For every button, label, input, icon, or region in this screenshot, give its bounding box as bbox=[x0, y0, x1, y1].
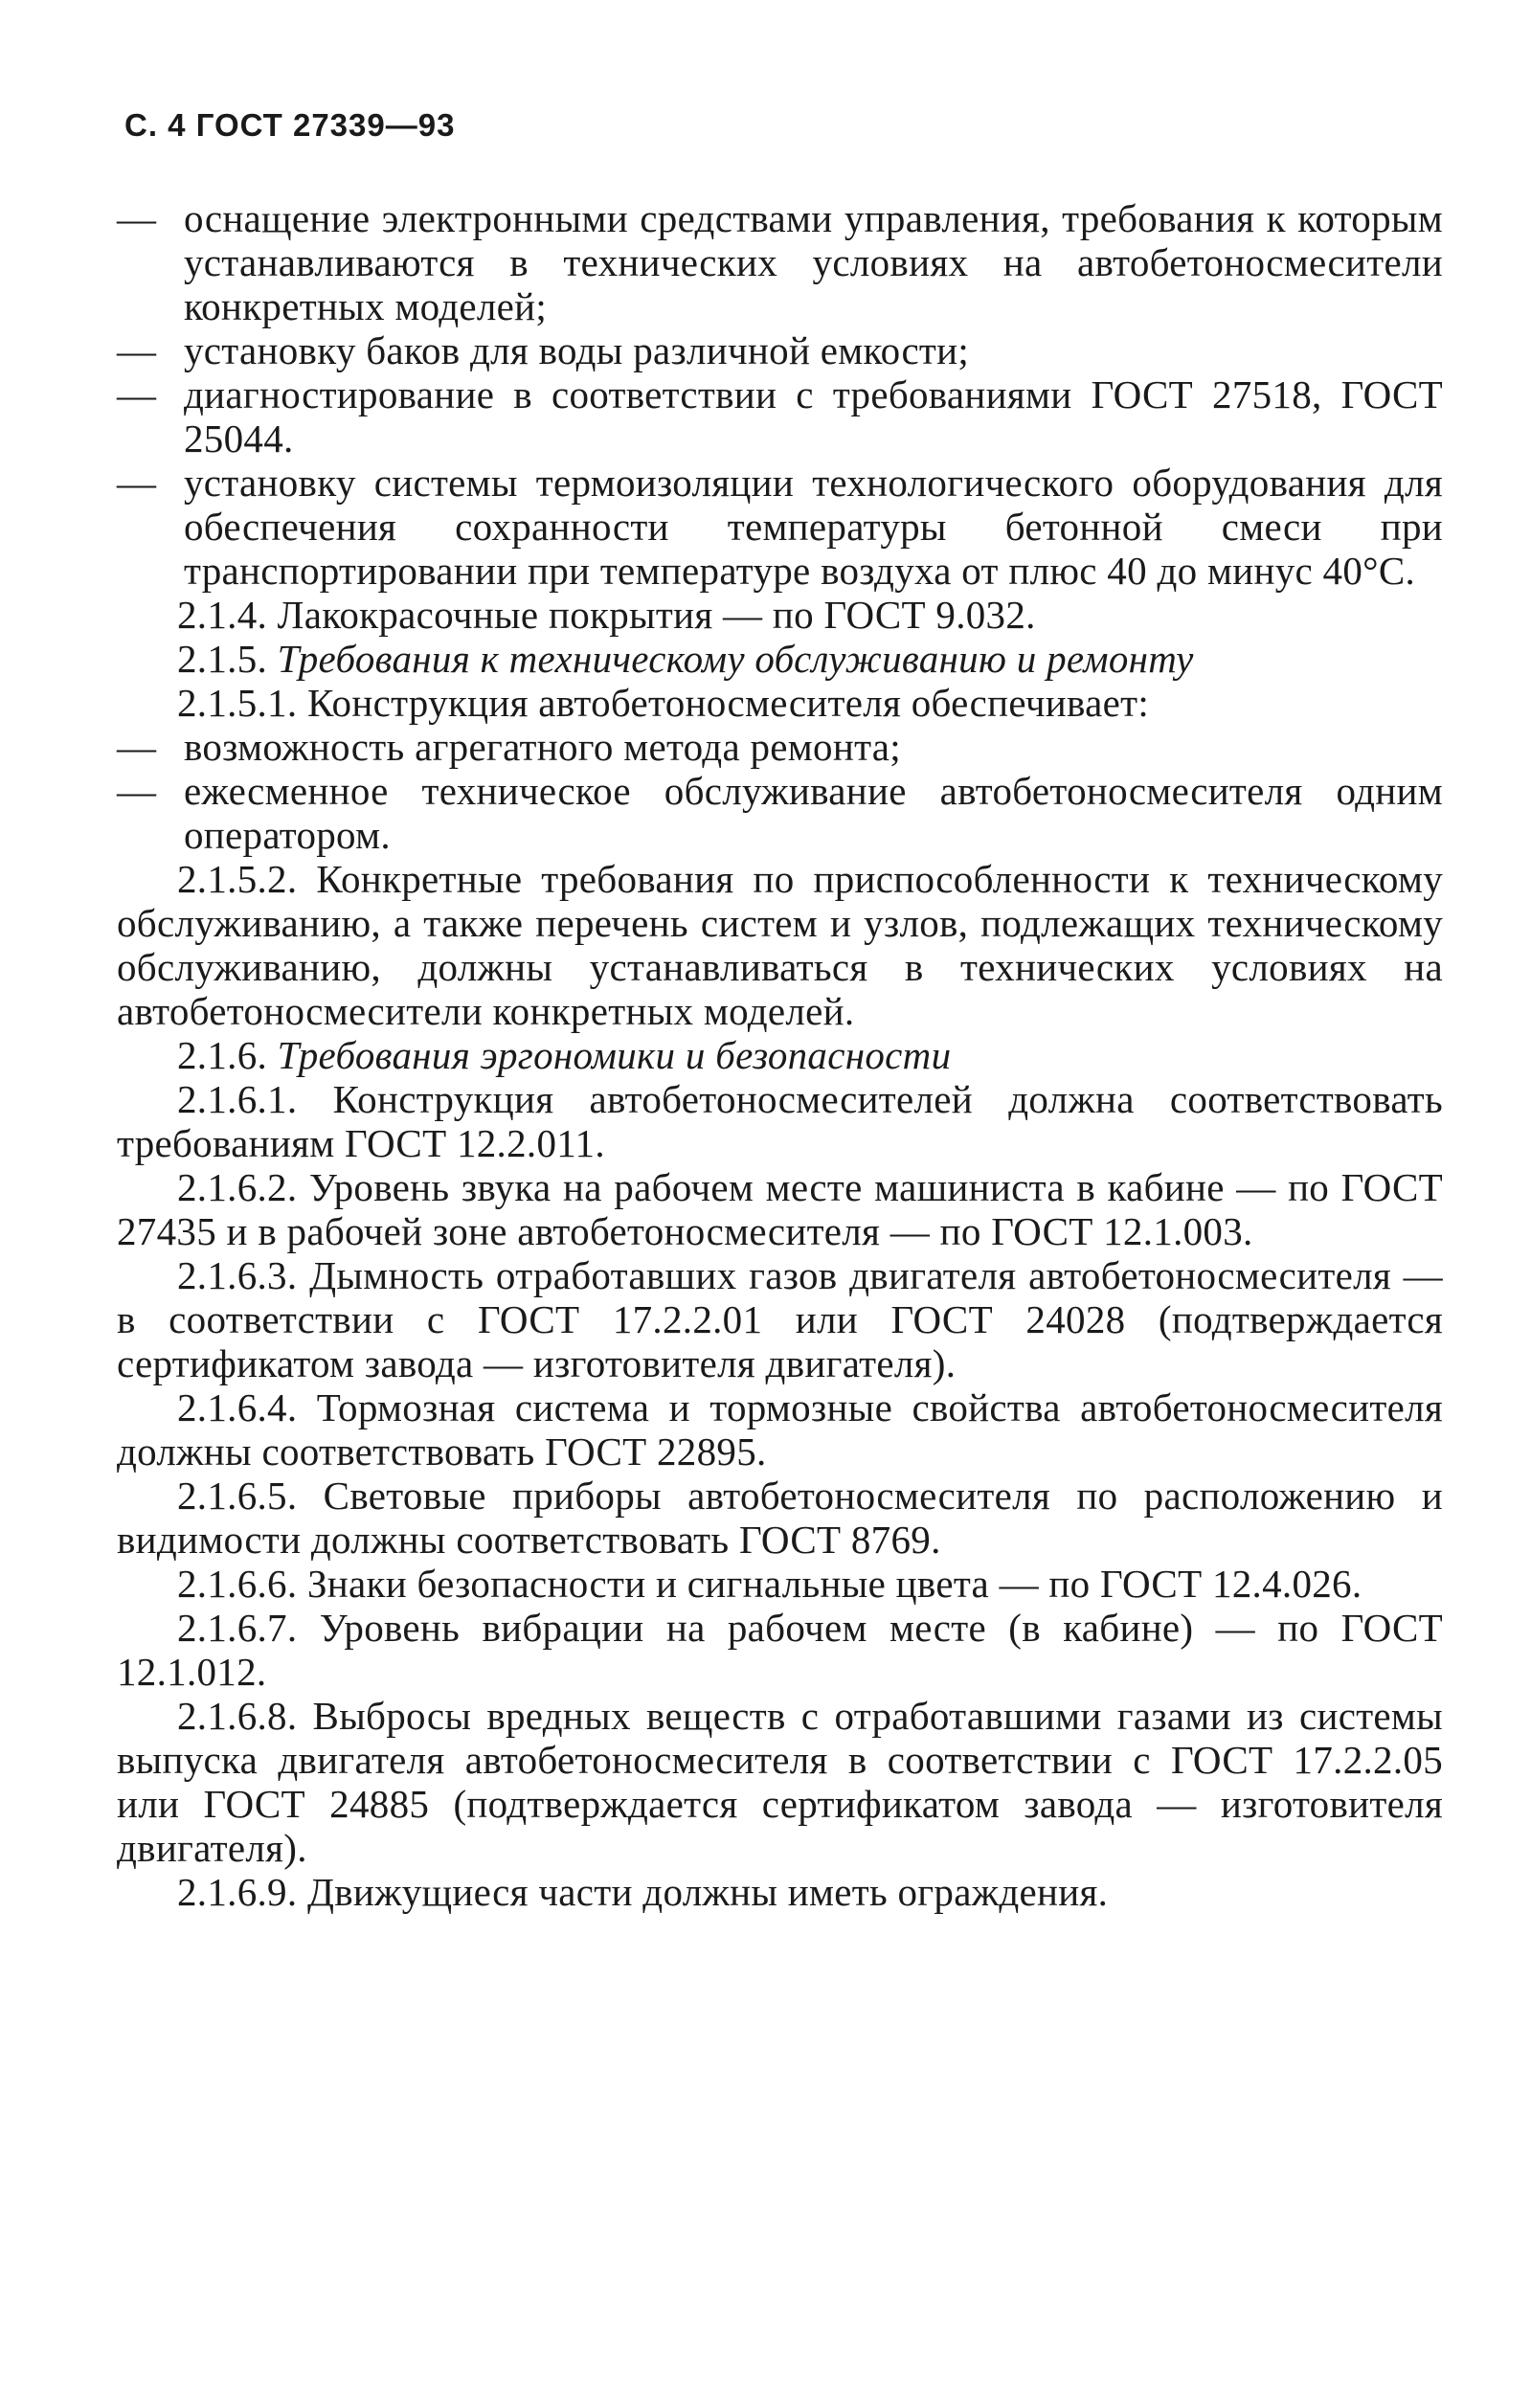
clause-paragraph: 2.1.6.5. Световые приборы автобетоносмесителя по расположению и видимости должны соответствовать ГОСТ 8769. bbox=[117, 1474, 1443, 1562]
clause-paragraph: 2.1.6.9. Движущиеся части должны иметь ограждения. bbox=[177, 1870, 1109, 1914]
clause-paragraph: 2.1.6.8. Выбросы вредных веществ с отработавшими газами из системы выпуска двигателя автобетоносмесителя в соответствии с ГОСТ 17.2.2.05 или ГОСТ 24885 (подтверждается сертификатом завода — изготовителя двигателя). bbox=[117, 1694, 1443, 1870]
page-header: С. 4 ГОСТ 27339—93 bbox=[124, 107, 456, 143]
clause-paragraph: 2.1.6.6. Знаки безопасности и сигнальные цвета — по ГОСТ 12.4.026. bbox=[177, 1562, 1362, 1606]
clause-paragraph: 2.1.5.1. Конструкция автобетоносмесителя обеспечивает: bbox=[177, 681, 1150, 725]
list-item-text: оснащение электронными средствами управления, требования к которым устанавливаются в технических условиях на автобетоносмесители конкретных моделей; bbox=[184, 196, 1443, 328]
list-item bbox=[117, 725, 1443, 769]
section-title: Требования эргономики и безопасности bbox=[277, 1033, 952, 1077]
list-item bbox=[117, 372, 1443, 461]
clause-paragraph: 2.1.6.7. Уровень вибрации на рабочем месте (в кабине) — по ГОСТ 12.1.012. bbox=[117, 1606, 1443, 1694]
clause-paragraph: 2.1.6.2. Уровень звука на рабочем месте машиниста в кабине — по ГОСТ 27435 и в рабочей зоне автобетоносмесителя — по ГОСТ 12.1.003. bbox=[117, 1165, 1443, 1253]
list-item-text: возможность агрегатного метода ремонта; bbox=[184, 725, 901, 769]
clause-paragraph: 2.1.4. Лакокрасочные покрытия — по ГОСТ 9.032. bbox=[177, 593, 1036, 637]
clause-paragraph: 2.1.6.3. Дымность отработавших газов двигателя автобетоносмесителя — в соответствии с ГОСТ 17.2.2.01 или ГОСТ 24028 (подтверждается сертификатом завода — изготовителя двигателя). bbox=[117, 1253, 1443, 1385]
dash-mark: — bbox=[117, 725, 157, 769]
list-item bbox=[117, 461, 1443, 593]
clause-paragraph: 2.1.5.2. Конкретные требования по приспособленности к техническому обслуживанию, а также перечень систем и узлов, подлежащих техническому обслуживанию, должны устанавливаться в технических условиях на автобетоносмесители конкретных моделей. bbox=[117, 857, 1443, 1033]
dash-mark: — bbox=[117, 196, 157, 240]
section-number: 2.1.6. bbox=[177, 1033, 268, 1077]
list-item-text: установку баков для воды различной емкости; bbox=[184, 328, 970, 372]
clause-paragraph: 2.1.6.1. Конструкция автобетоносмесителей должна соответствовать требованиям ГОСТ 12.2.011. bbox=[117, 1077, 1443, 1165]
list-item bbox=[117, 196, 1443, 328]
list-item-text: ежесменное техническое обслуживание автобетоносмесителя одним оператором. bbox=[184, 769, 1443, 857]
clause-paragraph: 2.1.6.4. Тормозная система и тормозные свойства автобетоносмесителя должны соответствовать ГОСТ 22895. bbox=[117, 1385, 1443, 1474]
dash-mark: — bbox=[117, 328, 157, 372]
dash-mark: — bbox=[117, 769, 157, 813]
dash-mark: — bbox=[117, 372, 157, 416]
dash-mark: — bbox=[117, 461, 157, 505]
section-heading bbox=[117, 637, 1443, 681]
section-number: 2.1.5. bbox=[177, 637, 268, 681]
section-title: Требования к техническому обслуживанию и ремонту bbox=[277, 637, 1194, 681]
section-heading bbox=[117, 1033, 1443, 1077]
list-item-text: диагностирование в соответствии с требованиями ГОСТ 27518, ГОСТ 25044. bbox=[184, 372, 1443, 461]
list-item bbox=[117, 769, 1443, 857]
document-body bbox=[117, 196, 1443, 1914]
list-item-text: установку системы термоизоляции технологического оборудования для обеспечения сохранности температуры бетонной смеси при транспортировании при температуре воздуха от плюс 40 до минус 40°С. bbox=[184, 461, 1443, 593]
list-item bbox=[117, 328, 1443, 372]
